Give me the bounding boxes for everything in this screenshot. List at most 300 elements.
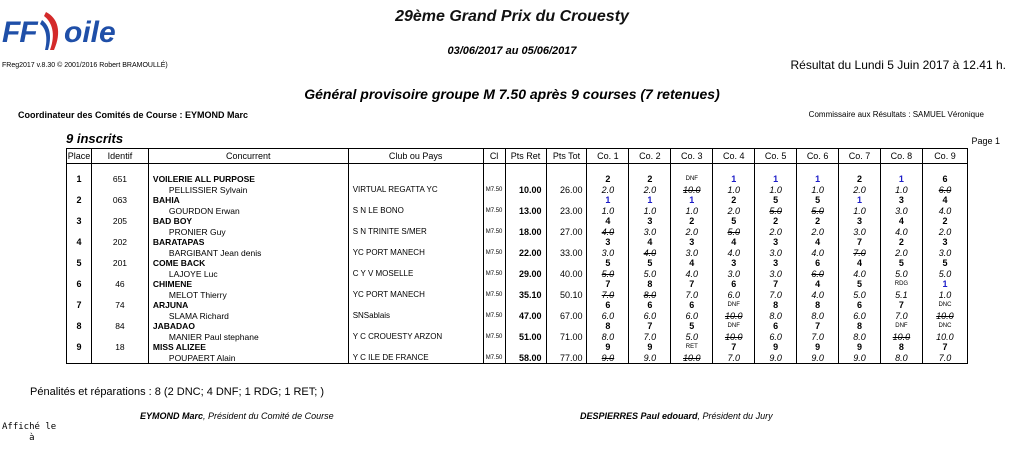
race-score: 8.0 xyxy=(587,332,629,343)
club-blank xyxy=(348,321,483,332)
class-blank xyxy=(483,216,505,227)
identif-cell: 202 xyxy=(91,237,148,248)
race-rank: 3 xyxy=(713,258,755,269)
race-score: 1.0 xyxy=(797,185,839,196)
race-rank: 5 xyxy=(587,258,629,269)
race-score: 5.0 xyxy=(797,206,839,217)
table-row xyxy=(67,300,968,311)
sig2-name: DESPIERRES Paul edouard xyxy=(580,411,698,421)
race-rank: 4 xyxy=(839,258,881,269)
place-blank xyxy=(67,269,92,280)
race-rank: 1 xyxy=(755,164,797,185)
ptstot-blank xyxy=(546,300,587,311)
race-score: 9.0 xyxy=(587,353,629,364)
race-score: 5.0 xyxy=(671,332,713,343)
race-score: 6.0 xyxy=(587,311,629,322)
ptstot-blank xyxy=(546,216,587,227)
race-rank: 2 xyxy=(671,216,713,227)
table-row xyxy=(67,258,968,269)
race-score: 3.0 xyxy=(880,206,922,217)
race-rank: 2 xyxy=(755,216,797,227)
club-blank xyxy=(348,195,483,206)
column-header: Co. 7 xyxy=(839,149,881,164)
class-blank xyxy=(483,279,505,290)
race-score: 2.0 xyxy=(629,185,671,196)
place-blank xyxy=(67,290,92,301)
race-rank: 3 xyxy=(587,237,629,248)
race-rank: 4 xyxy=(587,216,629,227)
race-rank: 5 xyxy=(671,321,713,332)
race-rank: 5 xyxy=(629,258,671,269)
race-score: 2.0 xyxy=(713,206,755,217)
class-blank xyxy=(483,237,505,248)
table-row xyxy=(67,195,968,206)
identif-cell: 651 xyxy=(91,164,148,185)
ptsret-cell: 10.00 xyxy=(505,185,546,196)
race-score: 1.0 xyxy=(922,290,967,301)
race-rank: 2 xyxy=(587,164,629,185)
race-rank: 4 xyxy=(797,237,839,248)
class-cell: M7.50 xyxy=(483,185,505,196)
ptsret-blank xyxy=(505,164,546,185)
race-rank: 6 xyxy=(587,300,629,311)
race-score: 8.0 xyxy=(629,290,671,301)
race-score: 3.0 xyxy=(755,248,797,259)
club-blank xyxy=(348,342,483,353)
column-header: Co. 8 xyxy=(880,149,922,164)
ptstot-cell: 40.00 xyxy=(546,269,587,280)
ptstot-cell: 50.10 xyxy=(546,290,587,301)
race-rank: 7 xyxy=(629,321,671,332)
race-score: 7.0 xyxy=(713,353,755,364)
race-score: 10.0 xyxy=(671,185,713,196)
boat-name: BARATAPAS xyxy=(148,237,348,248)
identif-cell: 74 xyxy=(91,300,148,311)
event-dates: 03/06/2017 au 05/06/2017 xyxy=(447,45,577,57)
ptstot-blank xyxy=(546,342,587,353)
place-blank xyxy=(67,248,92,259)
skipper-name: POUPAERT Alain xyxy=(148,353,348,364)
table-row-detail xyxy=(67,311,968,322)
race-score: 1.0 xyxy=(629,206,671,217)
race-rank: 4 xyxy=(629,237,671,248)
ptstot-cell: 33.00 xyxy=(546,248,587,259)
race-score: 7.0 xyxy=(922,353,967,364)
boat-name: BAHIA xyxy=(148,195,348,206)
race-score: 1.0 xyxy=(755,185,797,196)
race-rank: 8 xyxy=(880,342,922,353)
sig1-name: EYMOND Marc xyxy=(140,411,204,421)
column-header: Cl xyxy=(483,149,505,164)
race-score: 9.0 xyxy=(839,353,881,364)
race-score: 3.0 xyxy=(755,269,797,280)
ptsret-blank xyxy=(505,216,546,227)
place-blank xyxy=(67,353,92,364)
column-header: Co. 9 xyxy=(922,149,967,164)
place-blank xyxy=(67,227,92,238)
race-rank: 2 xyxy=(713,195,755,206)
ptstot-cell: 67.00 xyxy=(546,311,587,322)
race-rank: 4 xyxy=(671,258,713,269)
race-rank: 1 xyxy=(839,195,881,206)
race-score: 2.0 xyxy=(880,248,922,259)
race-score: 7.0 xyxy=(629,332,671,343)
race-rank: 5 xyxy=(713,216,755,227)
place-cell: 4 xyxy=(67,237,92,248)
column-header: Identif xyxy=(91,149,148,164)
race-score: 6.0 xyxy=(755,332,797,343)
ptsret-cell: 18.00 xyxy=(505,227,546,238)
race-rank: 3 xyxy=(629,216,671,227)
race-score: 2.0 xyxy=(755,227,797,238)
race-score: 2.0 xyxy=(839,185,881,196)
club-cell: YC PORT MANECH xyxy=(348,290,483,301)
race-rank: 3 xyxy=(839,216,881,227)
ptsret-blank xyxy=(505,321,546,332)
ptsret-cell: 35.10 xyxy=(505,290,546,301)
boat-name: CHIMENE xyxy=(148,279,348,290)
race-score: 1.0 xyxy=(713,185,755,196)
registered-count: 9 inscrits xyxy=(66,131,124,146)
class-blank xyxy=(483,164,505,185)
ptsret-blank xyxy=(505,195,546,206)
column-header: Co. 1 xyxy=(587,149,629,164)
race-rank: 1 xyxy=(629,195,671,206)
race-rank: 7 xyxy=(797,321,839,332)
race-rank: 2 xyxy=(629,164,671,185)
identif-blank xyxy=(91,353,148,364)
identif-cell: 205 xyxy=(91,216,148,227)
race-rank: 1 xyxy=(713,164,755,185)
race-score: 2.0 xyxy=(922,227,967,238)
race-rank: DNF xyxy=(880,321,922,332)
race-score: 9.0 xyxy=(797,353,839,364)
club-cell: SNSablais xyxy=(348,311,483,322)
table-header-row xyxy=(67,149,968,164)
race-rank: DNC xyxy=(922,321,967,332)
race-rank: 3 xyxy=(922,237,967,248)
race-rank: 7 xyxy=(922,342,967,353)
race-rank: 2 xyxy=(839,164,881,185)
club-blank xyxy=(348,237,483,248)
class-cell: M7.50 xyxy=(483,290,505,301)
race-score: 6.0 xyxy=(922,185,967,196)
class-cell: M7.50 xyxy=(483,227,505,238)
results-commissioner: Commissaire aux Résultats : SAMUEL Véronique xyxy=(808,110,984,119)
ptsret-blank xyxy=(505,237,546,248)
identif-blank xyxy=(91,290,148,301)
race-score: 3.0 xyxy=(922,248,967,259)
class-cell: M7.50 xyxy=(483,332,505,343)
boat-name: COME BACK xyxy=(148,258,348,269)
class-blank xyxy=(483,342,505,353)
race-rank: 1 xyxy=(922,279,967,290)
ptsret-cell: 13.00 xyxy=(505,206,546,217)
race-score: 10.0 xyxy=(713,332,755,343)
race-score: 3.0 xyxy=(713,269,755,280)
identif-cell: 201 xyxy=(91,258,148,269)
column-header: Pts Ret xyxy=(505,149,546,164)
race-score: 6.0 xyxy=(629,311,671,322)
race-score: 4.0 xyxy=(922,206,967,217)
race-score: 6.0 xyxy=(839,311,881,322)
class-cell: M7.50 xyxy=(483,311,505,322)
column-header: Concurrent xyxy=(148,149,348,164)
place-cell: 5 xyxy=(67,258,92,269)
skipper-name: PRONIER Guy xyxy=(148,227,348,238)
club-cell: C Y V MOSELLE xyxy=(348,269,483,280)
race-score: 1.0 xyxy=(671,206,713,217)
boat-name: MISS ALIZEE xyxy=(148,342,348,353)
race-score: 4.0 xyxy=(797,248,839,259)
race-score: 4.0 xyxy=(629,248,671,259)
table-row xyxy=(67,237,968,248)
race-rank: 9 xyxy=(755,342,797,353)
race-score: 10.0 xyxy=(880,332,922,343)
race-rank: 8 xyxy=(839,321,881,332)
class-blank xyxy=(483,321,505,332)
ptstot-blank xyxy=(546,237,587,248)
race-rank: 7 xyxy=(671,279,713,290)
race-score: 2.0 xyxy=(587,185,629,196)
race-rank: 4 xyxy=(880,216,922,227)
table-row xyxy=(67,216,968,227)
place-cell: 8 xyxy=(67,321,92,332)
race-score: 5.0 xyxy=(755,206,797,217)
ptsret-blank xyxy=(505,300,546,311)
identif-blank xyxy=(91,227,148,238)
page-number: Page 1 xyxy=(971,136,1000,146)
column-header: Place xyxy=(67,149,92,164)
class-blank xyxy=(483,195,505,206)
event-title: 29ème Grand Prix du Crouesty xyxy=(395,8,629,25)
race-score: 8.0 xyxy=(755,311,797,322)
column-header: Pts Tot xyxy=(546,149,587,164)
race-score: 5.0 xyxy=(587,269,629,280)
club-blank xyxy=(348,300,483,311)
place-cell: 1 xyxy=(67,164,92,185)
race-score: 7.0 xyxy=(839,248,881,259)
club-blank xyxy=(348,258,483,269)
race-score: 4.0 xyxy=(797,290,839,301)
club-cell: S N TRINITE S/MER xyxy=(348,227,483,238)
race-rank: 9 xyxy=(797,342,839,353)
club-blank xyxy=(348,216,483,227)
race-rank: 2 xyxy=(922,216,967,227)
table-row-detail xyxy=(67,248,968,259)
race-rank: 5 xyxy=(839,279,881,290)
race-rank: 7 xyxy=(880,300,922,311)
place-cell: 6 xyxy=(67,279,92,290)
race-score: 3.0 xyxy=(629,227,671,238)
place-blank xyxy=(67,185,92,196)
boat-name: VOILERIE ALL PURPOSE xyxy=(148,164,348,185)
class-blank xyxy=(483,300,505,311)
race-rank: 6 xyxy=(671,300,713,311)
race-coordinator: Coordinateur des Comités de Course : EYMOND Marc xyxy=(18,110,249,120)
race-rank: 6 xyxy=(713,279,755,290)
identif-cell: 84 xyxy=(91,321,148,332)
table-row-detail xyxy=(67,206,968,217)
software-version: FReg2017 v.8.30 © 2001/2016 Robert BRAMOULLÉ) xyxy=(2,62,168,69)
race-score: 9.0 xyxy=(755,353,797,364)
race-score: 5.0 xyxy=(880,269,922,280)
race-score: 4.0 xyxy=(839,269,881,280)
club-blank xyxy=(348,164,483,185)
sig2-role: , Président du Jury xyxy=(697,411,773,421)
race-score: 3.0 xyxy=(839,227,881,238)
race-rank: 5 xyxy=(797,195,839,206)
sig1-role: , Président du Comité de Course xyxy=(203,411,334,421)
race-score: 2.0 xyxy=(671,227,713,238)
race-score: 10.0 xyxy=(713,311,755,322)
race-score: 10.0 xyxy=(922,311,967,322)
race-score: 8.0 xyxy=(880,353,922,364)
race-rank: DNF xyxy=(671,164,713,185)
ptstot-blank xyxy=(546,321,587,332)
results-subtitle: Général provisoire groupe M 7.50 après 9 courses (7 retenues) xyxy=(304,86,720,102)
ptsret-cell: 22.00 xyxy=(505,248,546,259)
skipper-name: LAJOYE Luc xyxy=(148,269,348,280)
race-rank: 8 xyxy=(755,300,797,311)
race-rank: 9 xyxy=(839,342,881,353)
class-cell: M7.50 xyxy=(483,269,505,280)
class-cell: M7.50 xyxy=(483,353,505,364)
place-cell: 9 xyxy=(67,342,92,353)
table-row-detail xyxy=(67,185,968,196)
race-rank: 1 xyxy=(797,164,839,185)
table-row-detail xyxy=(67,290,968,301)
ptsret-cell: 29.00 xyxy=(505,269,546,280)
identif-blank xyxy=(91,311,148,322)
race-score: 3.0 xyxy=(671,248,713,259)
skipper-name: BARGIBANT Jean denis xyxy=(148,248,348,259)
race-score: 4.0 xyxy=(671,269,713,280)
race-rank: 5 xyxy=(922,258,967,269)
table-row xyxy=(67,279,968,290)
race-rank: 4 xyxy=(797,279,839,290)
result-date: Résultat du Lundi 5 Juin 2017 à 12.41 h. xyxy=(790,58,1006,72)
race-rank: 4 xyxy=(713,237,755,248)
skipper-name: PELLISSIER Sylvain xyxy=(148,185,348,196)
race-score: 5.1 xyxy=(880,290,922,301)
race-score: 6.0 xyxy=(713,290,755,301)
logo-ff: FF xyxy=(2,16,37,49)
ptsret-cell: 51.00 xyxy=(505,332,546,343)
race-score: 9.0 xyxy=(629,353,671,364)
race-rank: DNF xyxy=(713,321,755,332)
table-row xyxy=(67,342,968,353)
race-rank: DNF xyxy=(713,300,755,311)
ptsret-blank xyxy=(505,342,546,353)
race-rank: 3 xyxy=(755,258,797,269)
ptstot-cell: 71.00 xyxy=(546,332,587,343)
table-row-detail xyxy=(67,332,968,343)
place-cell: 2 xyxy=(67,195,92,206)
race-score: 5.0 xyxy=(713,227,755,238)
class-cell: M7.50 xyxy=(483,206,505,217)
ptstot-blank xyxy=(546,279,587,290)
boat-name: JABADAO xyxy=(148,321,348,332)
ptstot-blank xyxy=(546,164,587,185)
race-rank: 6 xyxy=(629,300,671,311)
race-rank: 7 xyxy=(755,279,797,290)
race-score: 1.0 xyxy=(839,206,881,217)
race-rank: 9 xyxy=(587,342,629,353)
race-score: 5.0 xyxy=(839,290,881,301)
column-header: Co. 2 xyxy=(629,149,671,164)
race-rank: 5 xyxy=(755,195,797,206)
race-rank: 6 xyxy=(922,164,967,185)
table-row xyxy=(67,321,968,332)
ptsret-cell: 58.00 xyxy=(505,353,546,364)
logo-oile: oile xyxy=(64,16,116,49)
race-rank: 9 xyxy=(629,342,671,353)
identif-blank xyxy=(91,185,148,196)
ptstot-blank xyxy=(546,258,587,269)
race-score: 1.0 xyxy=(587,206,629,217)
column-header: Co. 5 xyxy=(755,149,797,164)
race-committee-signature xyxy=(140,411,334,421)
club-cell: VIRTUAL REGATTA YC xyxy=(348,185,483,196)
race-rank: 8 xyxy=(797,300,839,311)
race-score: 7.0 xyxy=(797,332,839,343)
ptstot-cell: 77.00 xyxy=(546,353,587,364)
ptsret-cell: 47.00 xyxy=(505,311,546,322)
club-blank xyxy=(348,279,483,290)
table-row-detail xyxy=(67,269,968,280)
column-header: Co. 4 xyxy=(713,149,755,164)
class-cell: M7.50 xyxy=(483,248,505,259)
race-score: 6.0 xyxy=(797,269,839,280)
table-row-detail xyxy=(67,227,968,238)
race-rank: 7 xyxy=(839,237,881,248)
identif-blank xyxy=(91,332,148,343)
race-rank: DNC xyxy=(922,300,967,311)
jury-signature xyxy=(580,411,773,421)
ptstot-cell: 26.00 xyxy=(546,185,587,196)
skipper-name: SLAMA Richard xyxy=(148,311,348,322)
skipper-name: MANIER Paul stephane xyxy=(148,332,348,343)
penalties-summary: Pénalités et réparations : 8 (2 DNC; 4 DNF; 1 RDG; 1 RET; ) xyxy=(30,386,325,398)
identif-cell: 18 xyxy=(91,342,148,353)
table-row xyxy=(67,164,968,185)
club-cell: Y C ILE DE FRANCE xyxy=(348,353,483,364)
column-header: Co. 6 xyxy=(797,149,839,164)
race-rank: RET xyxy=(671,342,713,353)
race-score: 7.0 xyxy=(671,290,713,301)
club-cell: YC PORT MANECH xyxy=(348,248,483,259)
race-rank: 8 xyxy=(587,321,629,332)
table-row-detail xyxy=(67,353,968,364)
race-score: 6.0 xyxy=(671,311,713,322)
race-score: 7.0 xyxy=(880,311,922,322)
race-rank: RDG xyxy=(880,279,922,290)
boat-name: BAD BOY xyxy=(148,216,348,227)
class-blank xyxy=(483,258,505,269)
identif-cell: 46 xyxy=(91,279,148,290)
ptsret-blank xyxy=(505,258,546,269)
race-rank: 1 xyxy=(587,195,629,206)
race-rank: 3 xyxy=(671,237,713,248)
place-blank xyxy=(67,311,92,322)
skipper-name: GOURDON Erwan xyxy=(148,206,348,217)
race-rank: 5 xyxy=(880,258,922,269)
race-rank: 8 xyxy=(629,279,671,290)
club-cell: Y C CROUESTY ARZON xyxy=(348,332,483,343)
place-blank xyxy=(67,206,92,217)
race-score: 5.0 xyxy=(629,269,671,280)
